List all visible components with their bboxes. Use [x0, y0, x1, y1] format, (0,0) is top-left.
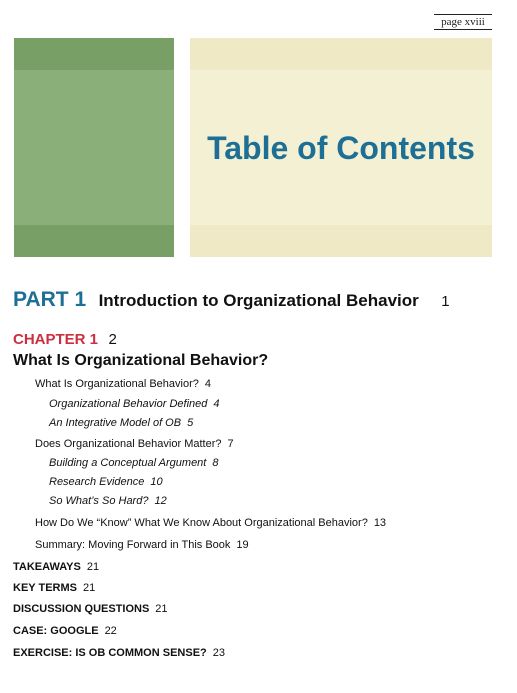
decor-band	[190, 38, 492, 70]
entry-page: 22	[104, 625, 117, 637]
entry-page: 21	[86, 561, 100, 573]
entry-title: Summary: Moving Forward in This Book	[35, 539, 231, 551]
entry-title: Building a Conceptual Argument	[49, 457, 207, 469]
toc-subsection-entry[interactable]	[49, 495, 167, 507]
entry-page: 7	[227, 438, 234, 450]
entry-page: 5	[187, 417, 194, 429]
entry-title: What Is Organizational Behavior?	[35, 378, 199, 390]
toc-subsection-entry[interactable]	[49, 398, 220, 410]
toc-end-entry[interactable]	[13, 625, 117, 637]
entry-page: 4	[204, 378, 211, 390]
part-page-number: 1	[441, 293, 450, 310]
decor-band	[14, 38, 174, 70]
entry-page: 13	[373, 517, 387, 529]
toc-section-entry[interactable]	[35, 517, 386, 529]
toc-end-entry[interactable]	[13, 647, 225, 659]
part-label: PART 1	[13, 288, 87, 311]
entry-page: 23	[212, 647, 225, 659]
entry-page: 21	[155, 603, 168, 615]
toc-section-entry[interactable]	[35, 539, 249, 551]
header-panel	[190, 38, 492, 257]
toc-section-entry[interactable]	[35, 378, 211, 390]
entry-title: TAKEAWAYS	[13, 561, 81, 573]
chapter-page-number: 2	[108, 331, 117, 348]
toc-section-entry[interactable]	[35, 438, 234, 450]
entry-title: EXERCISE: IS OB COMMON SENSE?	[13, 647, 207, 659]
entry-page: 4	[213, 398, 220, 410]
header-decor-green	[14, 38, 174, 257]
entry-title: An Integrative Model of OB	[49, 417, 182, 429]
chapter-label: CHAPTER 1	[13, 331, 99, 348]
toc-subsection-entry[interactable]	[49, 417, 193, 429]
page-number-label: page xviii	[434, 14, 492, 30]
entry-title: DISCUSSION QUESTIONS	[13, 603, 150, 615]
chapter-heading[interactable]	[13, 331, 117, 349]
entry-page: 21	[82, 582, 96, 594]
entry-page: 12	[154, 495, 167, 507]
entry-title: Does Organizational Behavior Matter?	[35, 438, 222, 450]
entry-page: 19	[236, 539, 249, 551]
toc-end-entry[interactable]	[13, 603, 168, 615]
entry-title: Organizational Behavior Defined	[49, 398, 208, 410]
toc-end-entry[interactable]	[13, 582, 95, 594]
entry-title: So What’s So Hard?	[49, 495, 149, 507]
decor-band	[190, 225, 492, 257]
entry-page: 8	[212, 457, 219, 469]
entry-title: KEY TERMS	[13, 582, 77, 594]
toc-subsection-entry[interactable]	[49, 476, 163, 488]
part-title: Introduction to Organizational Behavior	[98, 291, 419, 310]
decor-band	[14, 225, 174, 257]
toc-subsection-entry[interactable]	[49, 457, 218, 469]
part-heading[interactable]	[13, 288, 450, 312]
toc-end-entry[interactable]	[13, 561, 99, 573]
entry-title: How Do We “Know” What We Know About Organizational Behavior?	[35, 517, 368, 529]
page-title: Table of Contents	[207, 130, 475, 166]
entry-page: 10	[150, 476, 163, 488]
entry-title: Research Evidence	[49, 476, 145, 488]
chapter-title[interactable]: What Is Organizational Behavior?	[13, 352, 269, 369]
entry-title: CASE: GOOGLE	[13, 625, 99, 637]
